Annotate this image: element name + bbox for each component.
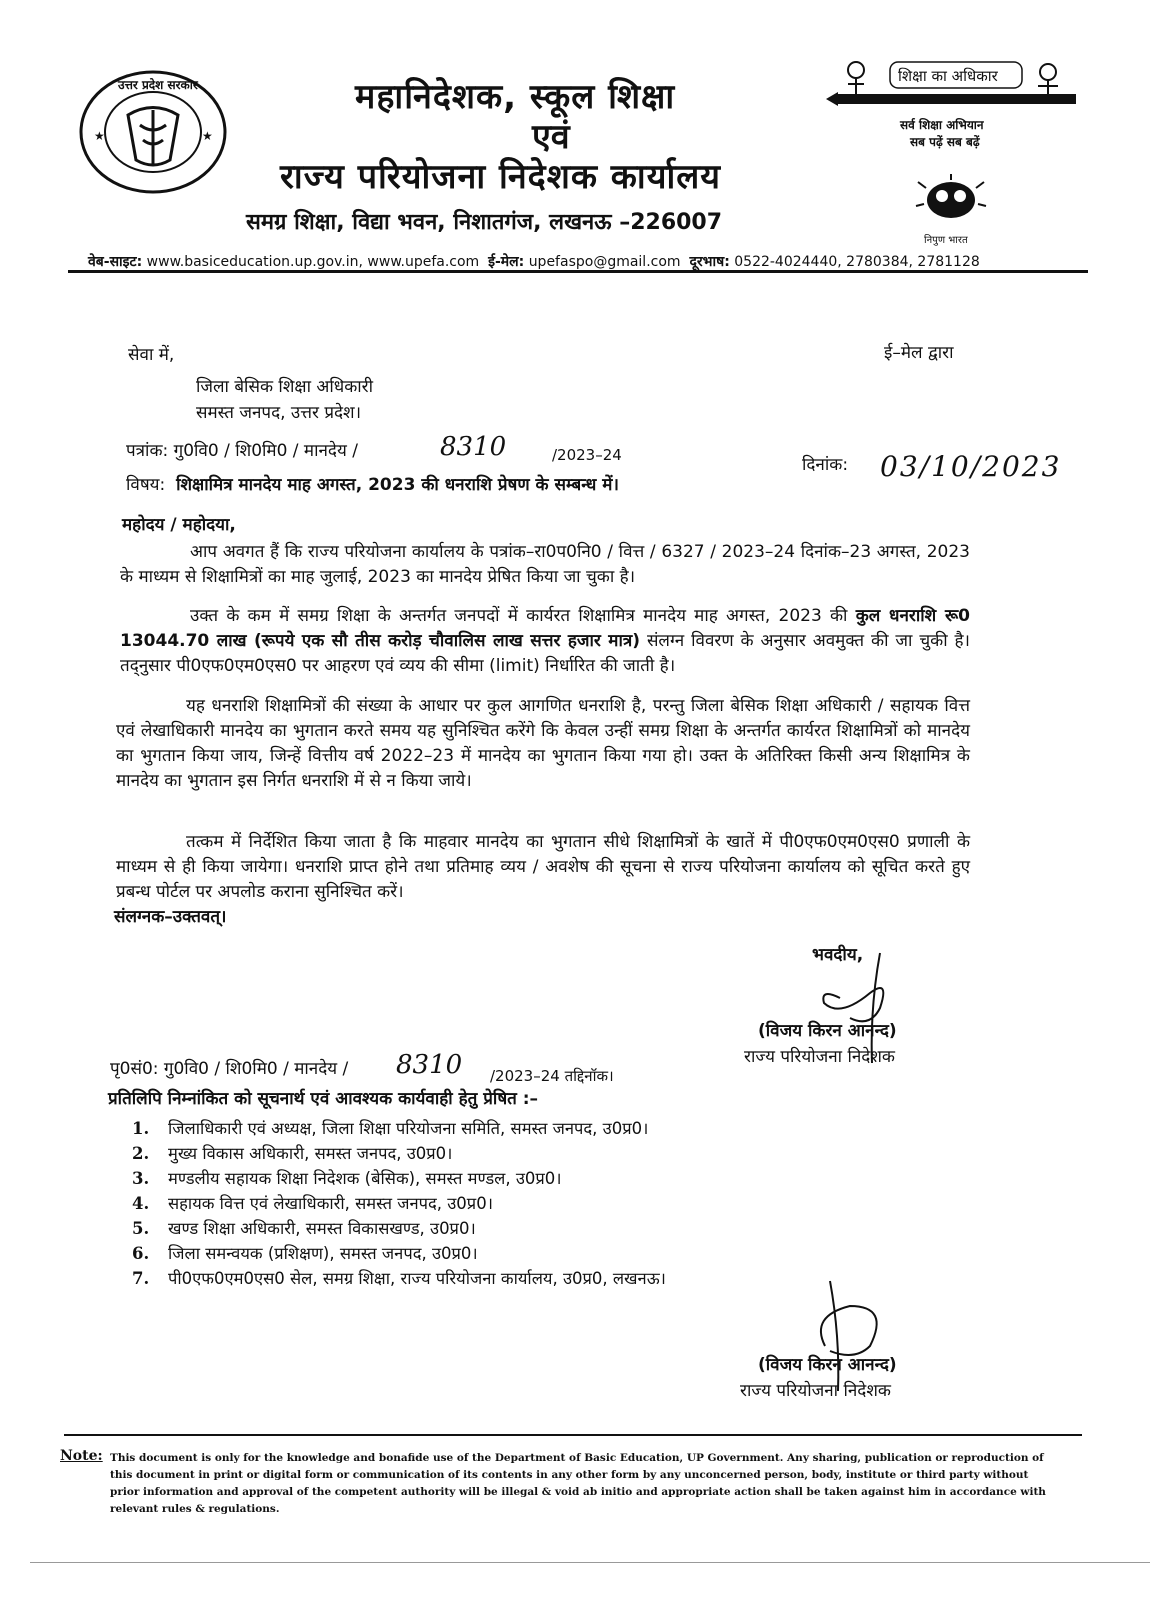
copy-ref-label: पृ0सं0:: [110, 1059, 159, 1079]
copy-ref-number: 8310: [396, 1050, 463, 1080]
copy-list-item: 7. पी0एफ0एम0एस0 सेल, समग्र शिक्षा, राज्य परियोजना कार्यालय, उ0प्र0, लखनऊ।: [132, 1269, 666, 1288]
delivery-mode: ई–मेल द्वारा: [884, 343, 954, 363]
signer-name: (विजय किरन आनन्द): [758, 1021, 897, 1041]
seal-caption: उत्तर प्रदेश सरकार: [118, 78, 198, 92]
copy-heading: प्रतिलिपि निम्नांकित को सूचनार्थ एवं आवश्यक कार्यवाही हेतु प्रेषित :–: [108, 1089, 539, 1109]
reference-line: [126, 438, 358, 461]
phone-label: दूरभाष:: [689, 254, 730, 270]
greeting: महोदय / महोदया,: [122, 515, 236, 535]
paragraph-4: तत्कम में निर्देशित किया जाता है कि माहवार मानदेय का भुगतान सीधे शिक्षामित्रों के खातें में पी0एफ0एम0एस0 प्रणाली के माध्यम से ही किया जायेगा। धनराशि प्राप्त होने तथा प्रतिमाह व्यय / अवशेष की सूचना से राज्य परियोजना कार्यालय को सूचित करते हुए प्रबन्ध पोर्टल पर अपलोड कराना सुनिश्चित करें।: [116, 832, 970, 902]
paragraph-2-end: संलग्न विवरण के अनुसार अवमुक्त की जा चुकी है। तद्नुसार पी0एफ0एम0एस0 पर आहरण एवं व्यय की सीमा (limit) निर्धारित की जाती है।: [120, 631, 970, 676]
date-label: दिनांक:: [802, 455, 849, 475]
recipient-line2: समस्त जनपद, उत्तर प्रदेश।: [196, 403, 362, 423]
rte-text: शिक्षा का अधिकार: [898, 67, 998, 85]
signer-title: राज्य परियोजना निदेशक: [744, 1047, 895, 1067]
recipient-line1: जिला बेसिक शिक्षा अधिकारी: [196, 377, 374, 397]
copy-ref-suffix: /2023–24 तद्दिनॉक।: [490, 1067, 614, 1085]
copy-list-item: 6. जिला समन्वयक (प्रशिक्षण), समस्त जनपद, उ0प्र0।: [132, 1244, 478, 1263]
paragraph-2-start: उक्त के कम में समग्र शिक्षा के अन्तर्गत जनपदों में कार्यरत शिक्षामित्र मानदेय माह अगस्त, 2023 की: [190, 606, 848, 626]
copy-ref-prefix: गु0वि0 / शि0मि0 / मानदेय /: [163, 1059, 349, 1079]
header-title-line3: राज्य परियोजना निदेशक कार्यालय: [280, 157, 722, 197]
page-bottom-rule: [30, 1562, 1150, 1563]
contact-line: [88, 252, 980, 271]
paragraph-3: यह धनराशि शिक्षामित्रों की संख्या के आधार पर कुल आगणित धनराशि है, परन्तु जिला बेसिक शिक्षा अधिकारी / सहायक वित्त एवं लेखाधिकारी मानदेय का भुगतान करते समय यह सुनिश्चित करेंगे कि केवल उन्हीं समग्र शिक्षा के अन्तर्गत कार्यरत शिक्षामित्रों को मानदेय का भुगतान किया जाय, जिन्हें वित्तीय वर्ष 2022–23 में मानदेय का भुगतान किया गया हो। उक्त के अतिरिक्त किसी अन्य शिक्षामित्र के मानदेय का भुगतान इस निर्गत धनराशि में से न किया जाये।: [116, 696, 970, 791]
email-label: ई-मेल:: [488, 254, 525, 270]
note-text: This document is only for the knowledge and bonafide use of the Department of Basic Education, UP Government. Any sharing, publication or reproduction of this document in print or digital form or communication of its contents in any other form by any unconcerned person, body, institute or third party without prior information and approval of the competent authority will be illegal & void ab initio and appropriate action shall be taken against him in accordance with relevant rules & regulations.: [110, 1452, 1046, 1515]
email-link[interactable]: upefaspo@gmail.com: [528, 254, 681, 270]
website-label: वेब-साइट:: [88, 254, 143, 270]
reference-number: 8310: [440, 432, 507, 462]
copy-list-item: 3. मण्डलीय सहायक शिक्षा निदेशक (बेसिक), समस्त मण्डल, उ0प्र0।: [132, 1169, 562, 1188]
header-title-line1: महानिदेशक, स्कूल शिक्षा: [355, 77, 676, 117]
header-address: समग्र शिक्षा, विद्या भवन, निशातगंज, लखनऊ –226007: [246, 210, 723, 235]
reference-suffix: /2023–24: [552, 446, 622, 464]
phone-numbers: 0522-4024440, 2780384, 2781128: [734, 254, 980, 270]
header-title-line2: एवं: [532, 117, 570, 157]
closing: भवदीय,: [812, 945, 864, 965]
svg-text:★: ★: [202, 129, 213, 143]
ssa-text-line2: सब पढ़ें सब बढ़ें: [910, 135, 980, 149]
date-value: 03/10/2023: [880, 450, 1062, 483]
enclosure: संलग्नक–उक्तवत्।: [114, 907, 227, 927]
paragraph-2: [120, 604, 970, 679]
rte-logo: [826, 52, 1082, 112]
nipun-bharat-label: निपुण भारत: [924, 235, 968, 246]
copy-reference-line: [110, 1056, 348, 1079]
subject-label: विषय:: [126, 475, 166, 495]
amount-text: कुल धनराशि रू0 13044.70 लाख (रूपये एक सौ तीस करोड़ चौवालिस लाख सत्तर हजार मात्र): [120, 606, 970, 651]
paragraph-1: आप अवगत हैं कि राज्य परियोजना कार्यालय के पत्रांक–रा0प0नि0 / वित्त / 6327 / 2023–24 दिनांक–23 अगस्त, 2023 के माध्यम से शिक्षामित्रों का माह जुलाई, 2023 का मानदेय प्रेषित किया जा चुका है।: [120, 542, 970, 587]
nipun-bharat-logo: [912, 172, 990, 228]
ssa-text-line1: सर्व शिक्षा अभियान: [900, 118, 984, 132]
subject-text: शिक्षामित्र मानदेय माह अगस्त, 2023 की धनराशि प्रेषण के सम्बन्ध में।: [176, 475, 619, 495]
copy-list-item: 5. खण्ड शिक्षा अधिकारी, समस्त विकासखण्ड, उ0प्र0।: [132, 1219, 476, 1238]
subject-line: [126, 472, 619, 495]
state-emblem-seal: [78, 70, 228, 195]
copy-signer-name: (विजय किरन आनन्द): [758, 1355, 897, 1375]
copy-signer-title: राज्य परियोजना निदेशक: [740, 1381, 891, 1401]
header-divider: [68, 270, 1088, 273]
svg-text:★: ★: [94, 129, 105, 143]
copy-list-item: 1. जिलाधिकारी एवं अध्यक्ष, जिला शिक्षा परियोजना समिति, समस्त जनपद, उ0प्र0।: [132, 1119, 649, 1138]
copy-list-item: 4. सहायक वित्त एवं लेखाधिकारी, समस्त जनपद, उ0प्र0।: [132, 1194, 493, 1213]
note-divider: [64, 1434, 1082, 1436]
note-label: Note:: [60, 1448, 103, 1464]
reference-prefix: गु0वि0 / शि0मि0 / मानदेय /: [173, 441, 358, 461]
reference-label: पत्रांक:: [126, 441, 169, 461]
copy-list-item: 2. मुख्य विकास अधिकारी, समस्त जनपद, उ0प्र0।: [132, 1144, 453, 1163]
website-links[interactable]: www.basiceducation.up.gov.in, www.upefa.com: [146, 254, 480, 270]
salutation-to: सेवा में,: [128, 345, 175, 365]
